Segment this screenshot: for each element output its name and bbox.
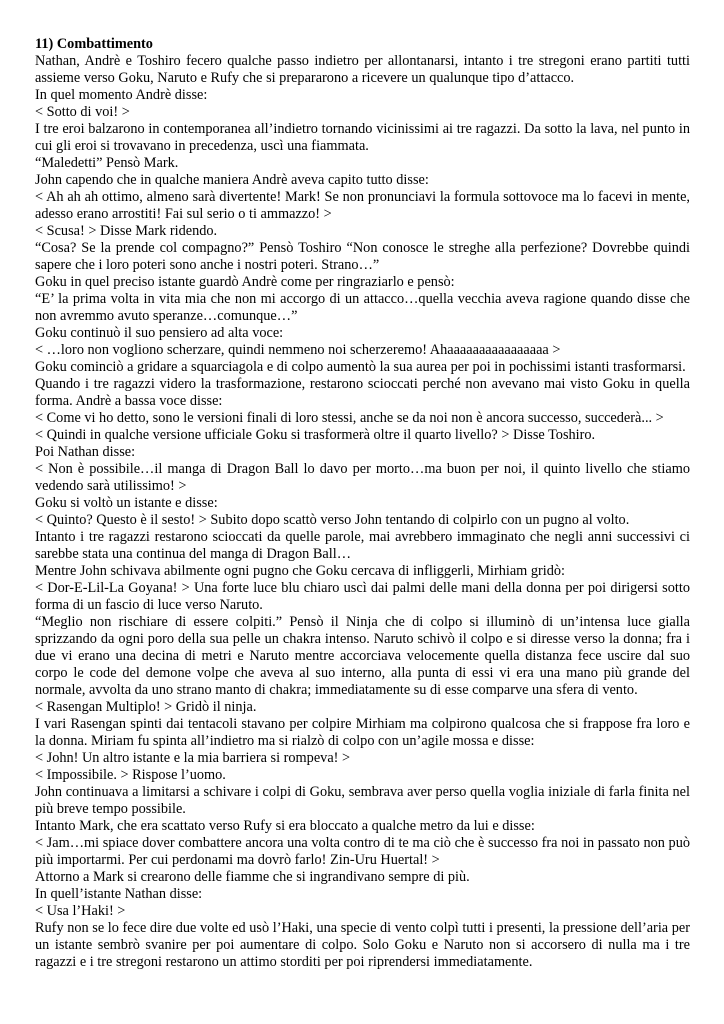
paragraph: < Impossibile. > Rispose l’uomo. [35, 767, 226, 783]
paragraph: “Meglio non rischiare di essere colpiti.” Pensò il Ninja che di colpo si illuminò di un’intensa luce gialla sprizzando da ogni poro della sua pelle un chakra intenso. Naruto schivò il colpo e si diresse verso la donna; fra i due vi erano una decina di metri e Naruto mentre accorciava velocemente quella distanza fece uscire dal suo corpo le code del demone volpe che aveva al suo interno, alla punta di essi vi era una mano più grande del normale, avvolta da uno strano manto di chakra; immediatamente su di esse comparve una sfera di vento. [35, 614, 690, 698]
paragraph: I tre eroi balzarono in contemporanea all’indietro tornando vicinissimi ai tre ragazzi. Da sotto la lava, nel punto in cui gli eroi si trovavano in precedenza, uscì una fiammata. [35, 121, 690, 154]
chapter-body [35, 53, 690, 971]
paragraph: < Usa l’Haki! > [35, 903, 126, 919]
paragraph: < Ah ah ah ottimo, almeno sarà divertente! Mark! Se non pronunciavi la formula sottovoce ma lo facevi in mente, adesso erano arrostiti! Fai sul serio o ti ammazzo! > [35, 189, 690, 222]
paragraph: < Quinto? Questo è il sesto! > Subito dopo scattò verso John tentando di colpirlo con un pugno al volto. [35, 512, 630, 528]
paragraph: In quel momento Andrè disse: [35, 87, 208, 103]
paragraph: < Jam…mi spiace dover combattere ancora una volta contro di te ma ciò che è successo fra noi in passato non può più importarmi. Per cui perdonami ma dovrò farlo! Zin-Uru Huertal! > [35, 835, 690, 868]
paragraph: < Sotto di voi! > [35, 104, 130, 120]
paragraph: < Rasengan Multiplo! > Gridò il ninja. [35, 699, 257, 715]
paragraph: Intanto i tre ragazzi restarono scioccati da quelle parole, mai avrebbero immaginato che negli anni successivi ci sarebbe stata una continua del manga di Dragon Ball… [35, 529, 690, 562]
paragraph: Goku cominciò a gridare a squarciagola e di colpo aumentò la sua aurea per poi in pochissimi istanti trasformarsi. [35, 359, 686, 375]
paragraph: Nathan, Andrè e Toshiro fecero qualche passo indietro per allontanarsi, intanto i tre stregoni erano partiti tutti assieme verso Goku, Naruto e Rufy che si prepararono a ricevere un qualunque tipo d’attacco. [35, 53, 690, 86]
paragraph: Attorno a Mark si crearono delle fiamme che si ingrandivano sempre di più. [35, 869, 470, 885]
paragraph: Rufy non se lo fece dire due volte ed usò l’Haki, una specie di vento colpì tutti i presenti, la pressione dell’aria per un istante sembrò svanire per poi aumentare di colpo. Solo Goku e Naruto non si accorsero di nulla ma i tre ragazzi e i tre stregoni restarono un attimo storditi per poi riprendersi immediatamente. [35, 920, 690, 970]
paragraph: < John! Un altro istante e la mia barriera si rompeva! > [35, 750, 351, 766]
paragraph: < Quindi in qualche versione ufficiale Goku si trasformerà oltre il quarto livello? > Disse Toshiro. [35, 427, 596, 443]
paragraph: “E’ la prima volta in vita mia che non mi accorgo di un attacco…quella vecchia aveva ragione quando disse che non avremmo avuto speranze…comunque…” [35, 291, 690, 324]
paragraph: Goku continuò il suo pensiero ad alta voce: [35, 325, 284, 341]
paragraph: Poi Nathan disse: [35, 444, 136, 460]
paragraph: Quando i tre ragazzi videro la trasformazione, restarono scioccati perché non avevano mai visto Goku in quella forma. Andrè a bassa voce disse: [35, 376, 690, 409]
paragraph: < …loro non vogliono scherzare, quindi nemmeno noi scherzeremo! Ahaaaaaaaaaaaaaaaa > [35, 342, 561, 358]
paragraph: John continuava a limitarsi a schivare i colpi di Goku, sembrava aver perso quella voglia iniziale di farla finita nel più breve tempo possibile. [35, 784, 690, 817]
paragraph: Mentre John schivava abilmente ogni pugno che Goku cercava di infliggerli, Mirhiam gridò: [35, 563, 566, 579]
document-page [35, 36, 690, 971]
paragraph: < Dor-E-Lil-La Goyana! > Una forte luce blu chiaro uscì dai palmi delle mani della donna per poi dirigersi sotto forma di un fascio di luce verso Naruto. [35, 580, 690, 613]
paragraph: Intanto Mark, che era scattato verso Rufy si era bloccato a qualche metro da lui e disse: [35, 818, 535, 834]
chapter-title: 11) Combattimento [35, 36, 153, 52]
paragraph: Goku in quel preciso istante guardò Andrè come per ringraziarlo e pensò: [35, 274, 455, 290]
paragraph: “Cosa? Se la prende col compagno?” Pensò Toshiro “Non conosce le streghe alla perfezione? Dovrebbe quindi sapere che i loro poteri sono anche i nostri poteri. Strano…” [35, 240, 690, 273]
paragraph: < Non è possibile…il manga di Dragon Ball lo davo per morto…ma buon per noi, il quinto livello che stiamo vedendo sarà utilissimo! > [35, 461, 690, 494]
paragraph: < Come vi ho detto, sono le versioni finali di loro stessi, anche se da noi non è ancora successo, succederà... > [35, 410, 664, 426]
paragraph: In quell’istante Nathan disse: [35, 886, 203, 902]
paragraph: Goku si voltò un istante e disse: [35, 495, 218, 511]
paragraph: < Scusa! > Disse Mark ridendo. [35, 223, 218, 239]
paragraph: John capendo che in qualche maniera Andrè aveva capito tutto disse: [35, 172, 429, 188]
paragraph: I vari Rasengan spinti dai tentacoli stavano per colpire Mirhiam ma colpirono qualcosa che si frappose fra loro e la donna. Miriam fu spinta all’indietro ma si rialzò di colpo con un’agile mossa e disse: [35, 716, 690, 749]
paragraph: “Maledetti” Pensò Mark. [35, 155, 179, 171]
